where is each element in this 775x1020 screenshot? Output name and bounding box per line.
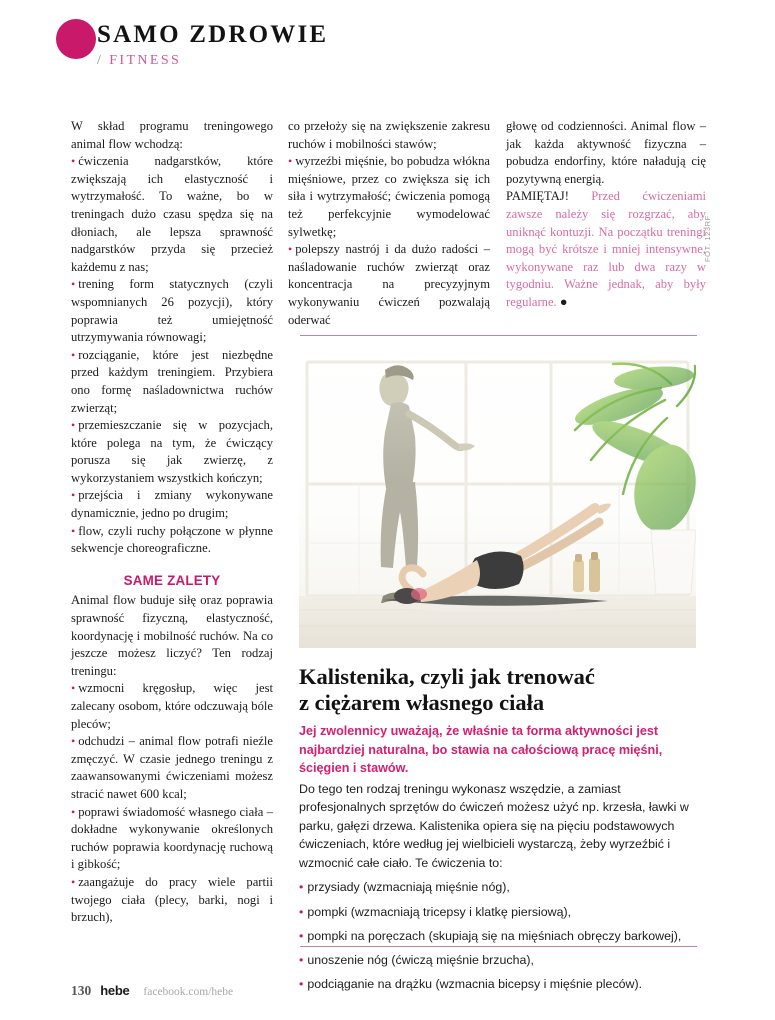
paragraph-continuation: głowę od codzienności. Animal flow – jak każda aktywność fizyczna – pobudza endorfiny, które naładują cię pozytywną energią. xyxy=(506,119,706,186)
list-item: • podciąganie na drążku (wzmacnia bicepsy i mięśnie pleców). xyxy=(299,975,698,994)
list-item: • odchudzi – animal flow potrafi nieźle zmęczyć. W czasie jednego treningu z zaawansowanymi ćwiczeniami możesz stracić nawet 600 kcal; xyxy=(71,733,273,803)
magenta-dot-icon xyxy=(56,19,96,59)
remember-note-text: Przed ćwiczeniami zawsze należy się rozgrzać, aby uniknąć kontuzji. Na początku treningi mogą być krótsze i mniej intensywne, wykonywane raz lub dwa razy w tygodniu. Ważne jednak, aby były regularne. xyxy=(506,189,706,309)
page-number: 130 xyxy=(71,983,92,998)
list-item: • unoszenie nóg (ćwiczą mięśnie brzucha), xyxy=(299,951,698,970)
page-footer xyxy=(71,983,233,999)
article-title xyxy=(299,664,698,716)
photo-illustration xyxy=(299,348,696,648)
facebook-url[interactable]: facebook.com/hebe xyxy=(143,986,234,998)
page-title: SAMO ZDROWIE xyxy=(97,21,329,48)
end-mark: ● xyxy=(559,294,568,309)
paragraph-benefits-intro: Animal flow buduje siłę oraz poprawia sprawność fizyczną, elastyczność, koordynację i mobilność ruchów. Na co jeszcze możesz liczyć? Ten rodzaj treningu: xyxy=(71,593,273,678)
text-column-3 xyxy=(506,118,706,312)
section-subheading: SAME ZALETY xyxy=(123,572,221,588)
list-item: • polepszy nastrój i da dużo radości – naśladowanie ruchów zwierząt oraz koncentracja na precyzyjnym wykonywaniu ćwiczeń pozwalają oderwać xyxy=(288,241,490,329)
list-item: • wzmocni kręgosłup, więc jest zalecany osobom, które odczuwają bóle pleców; xyxy=(71,680,273,733)
list-item: • pompki na poręczach (skupiają się na mięśniach obręczy barkowej), xyxy=(299,927,698,946)
article-title-line1: Kalistenika, czyli jak trenować xyxy=(299,664,595,689)
section-name: FITNESS xyxy=(109,53,182,68)
article-exercise-list xyxy=(299,878,698,993)
paragraph-intro: W skład programu treningowego animal flow wchodzą: xyxy=(71,119,273,151)
slash-separator: / xyxy=(97,53,104,68)
remember-note-label: PAMIĘTAJ! xyxy=(506,189,569,204)
article-photo xyxy=(299,348,696,648)
paragraph-continuation: co przełoży się na zwiększenie zakresu ruchów i mobilności stawów; xyxy=(288,119,490,151)
list-item: • trening form statycznych (czyli wspomnianych 26 pozycji), który poprawia też umiejętność utrzymywania równowagi; xyxy=(71,276,273,346)
list-item: • pompki (wzmacniają tricepsy i klatkę piersiową), xyxy=(299,903,698,922)
article-body: Do tego ten rodzaj treningu wykonasz wszędzie, a zamiast profesjonalnych sprzętów do ćwiczeń możesz użyć np. krzesła, ławki w parku, gałęzi drzewa. Kalistenika opiera się na pięciu podstawowych ćwiczeniach, które według jej wielbicieli wystarczą, żeby wyrzeźbić i wzmocnić całe ciało. Te ćwiczenia to: xyxy=(299,781,689,870)
photo-credit: FOT. 123RF xyxy=(703,215,712,262)
list-item: • wyrzeźbi mięśnie, bo pobudza włókna mięśniowe, przez co zwiększa się ich siła i wytrzymałość; ćwiczenia pomogą też perfekcyjnie wymodelować sylwetkę; xyxy=(288,153,490,241)
article-title-line2: z ciężarem własnego ciała xyxy=(299,690,545,715)
list-item: • ćwiczenia nadgarstków, które zwiększają ich elastyczność i wytrzymałość. To ważne, bo w treningach dużo czasu spędza się na dłoniach, ale lepsza sprawność nadgarstków przyda się przecież każdemu z nas; xyxy=(71,153,273,276)
remember-note xyxy=(506,188,706,311)
article-deck: Jej zwolennicy uważają, że właśnie ta forma aktywności jest najbardziej naturalna, bo stawia na całościową pracę mięśni, ścięgien i stawów. xyxy=(299,724,663,775)
masthead xyxy=(56,17,476,77)
list-item: • poprawi świadomość własnego ciała – dokładne wykonywanie określonych ruchów poprawia koordynację ruchową i gibkość; xyxy=(71,804,273,874)
list-item: • rozciąganie, które jest niezbędne przed każdym treningiem. Przybiera ono formę naśladownictwa ruchów zwierząt; xyxy=(71,347,273,417)
divider-top xyxy=(300,335,697,336)
list-item: • przejścia i zmiany wykonywane dynamicznie, jedno po drugim; xyxy=(71,487,273,522)
article-kalistenika xyxy=(299,664,698,999)
section-label xyxy=(97,53,181,69)
list-item: • przysiady (wzmacniają mięśnie nóg), xyxy=(299,878,698,897)
list-item: • zaangażuje do pracy wiele partii twojego ciała (plecy, barki, nogi i brzuch), xyxy=(71,874,273,927)
text-column-1 xyxy=(71,118,273,927)
text-column-2 xyxy=(288,118,490,329)
list-item: • przemieszczanie się w pozycjach, które polega na tym, że ćwiczący porusza się jak zwierzę, z wykorzystaniem wszystkich kończyn; xyxy=(71,417,273,487)
brand-logo: hebe xyxy=(100,983,130,998)
list-item: • flow, czyli ruchy połączone w płynne sekwencje choreograficzne. xyxy=(71,523,273,558)
